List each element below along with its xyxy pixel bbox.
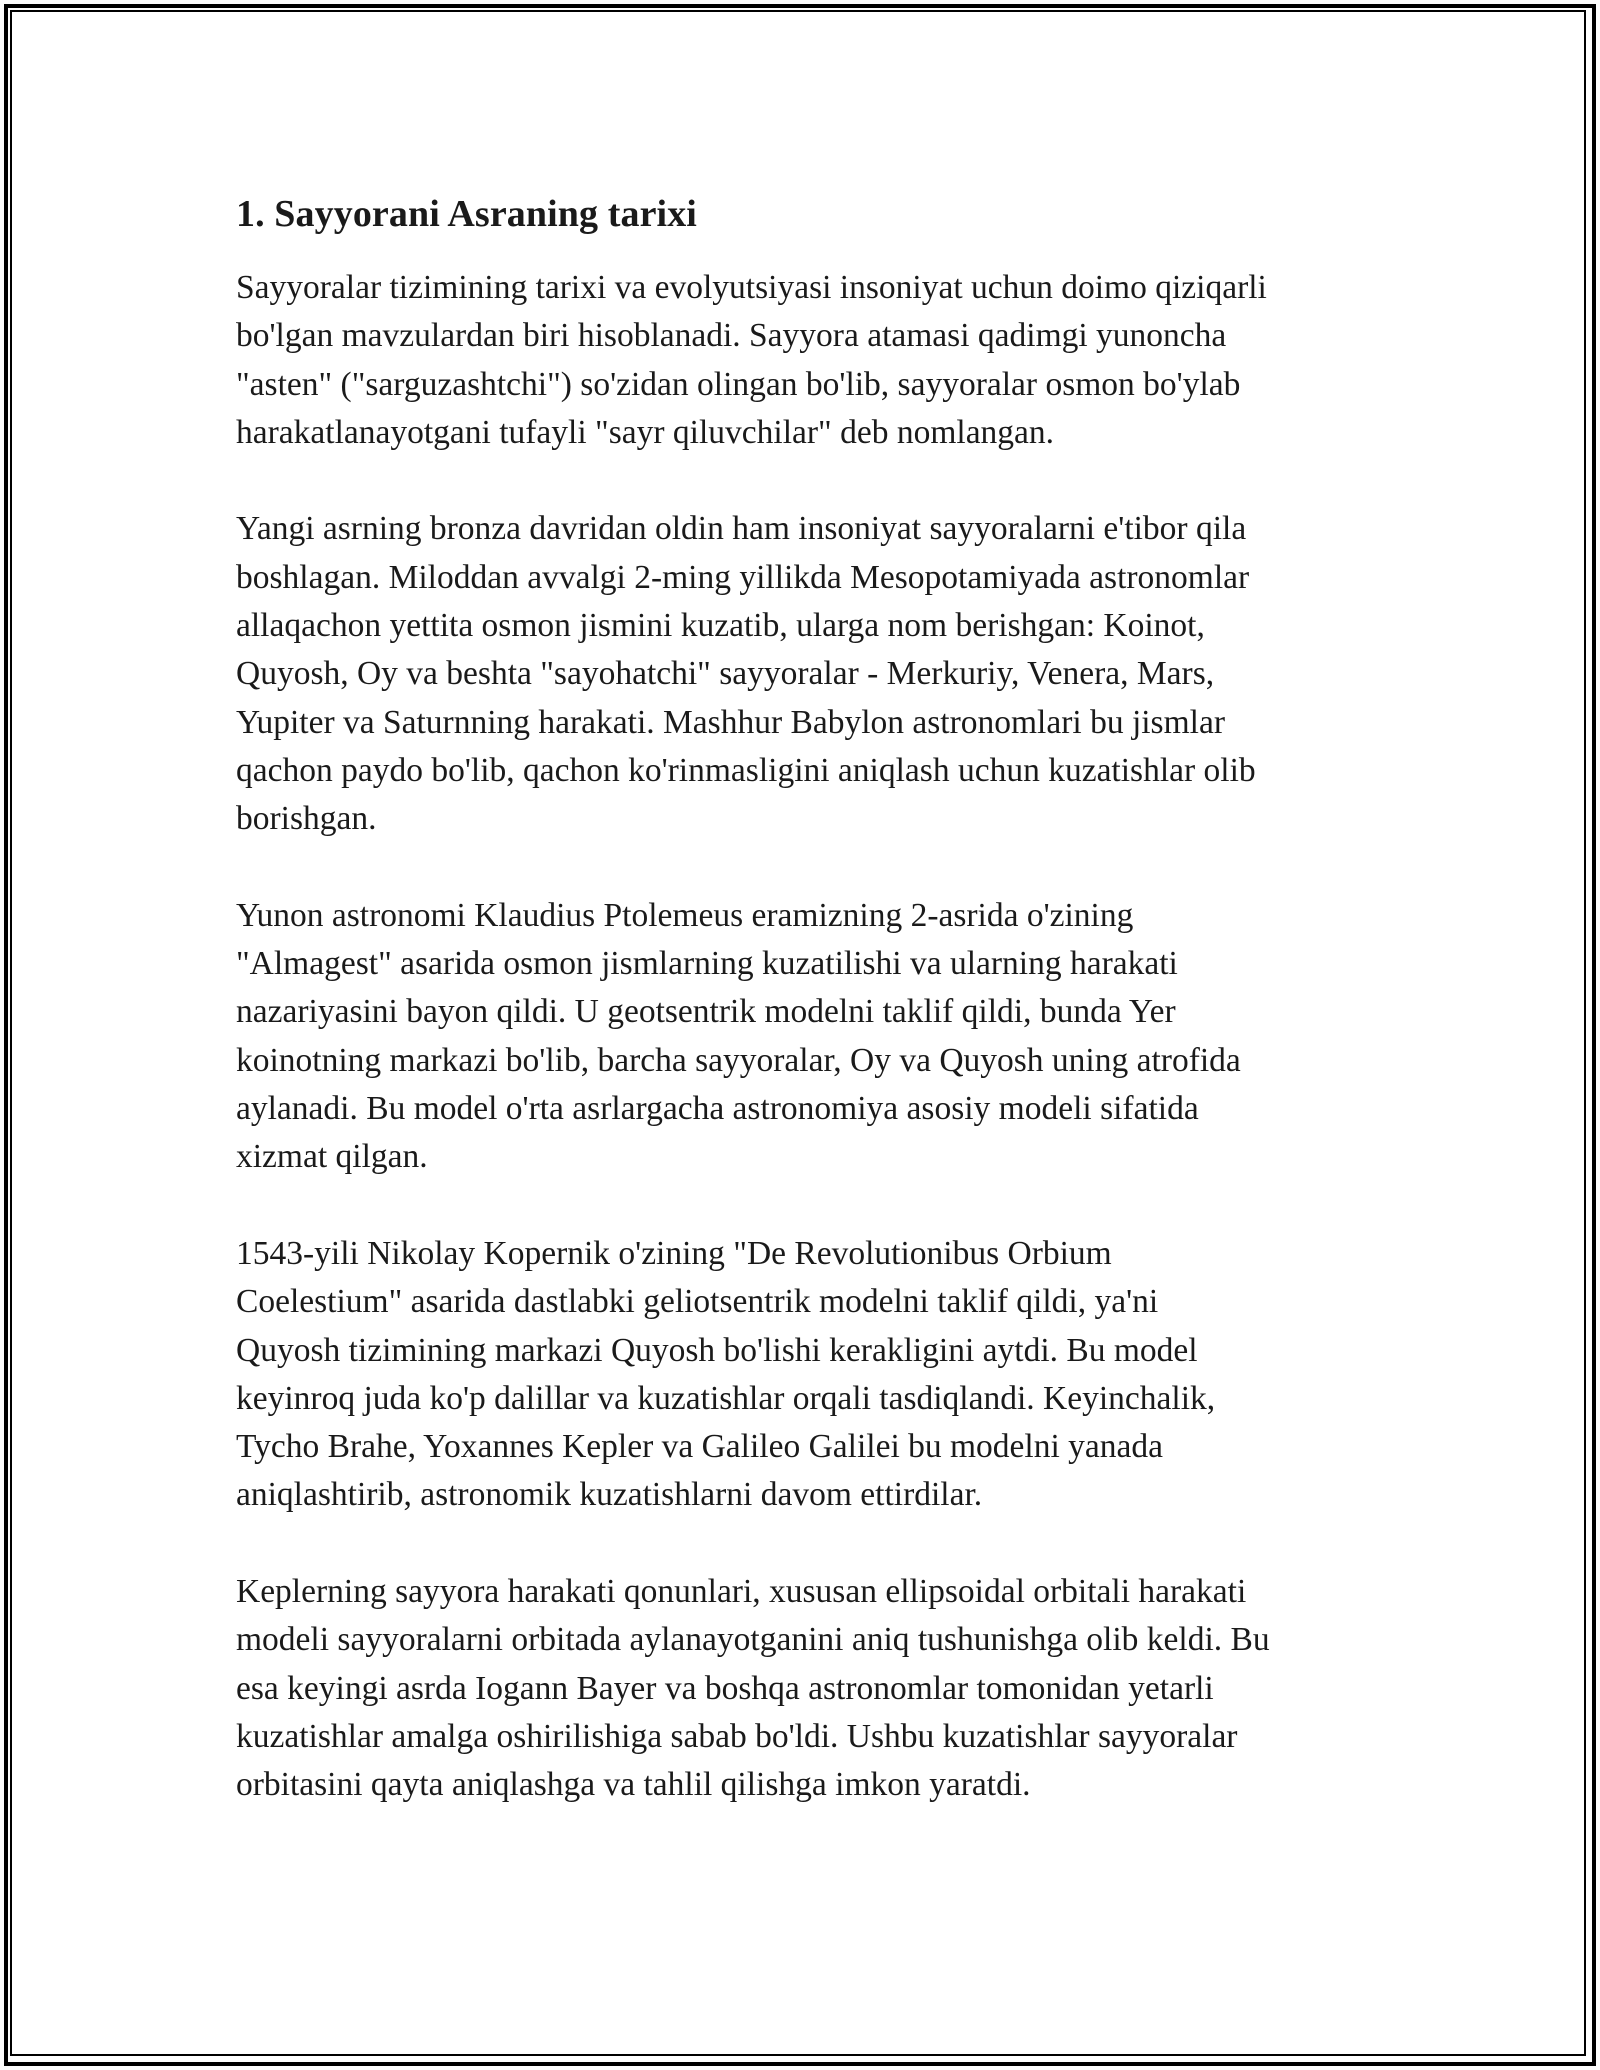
text-line: qachon paydo bo'lib, qachon ko'rinmasligini aniqlash uchun kuzatishlar olib [236,751,1256,789]
text-line: modeli sayyoralarni orbitada aylanayotganini aniq tushunishga olib keldi. Bu [236,1621,1270,1659]
text-line: bo'lgan mavzulardan biri hisoblanadi. Sayyora atamasi qadimgi yunoncha [236,317,1227,355]
text-line: Coelestium" asarida dastlabki geliotsentrik modelni taklif qildi, ya'ni [236,1283,1159,1321]
text-line: keyinroq juda ko'p dalillar va kuzatishlar orqali tasdiqlandi. Keyinchalik, [236,1379,1216,1417]
text-line: nazariyasini bayon qildi. U geotsentrik modelni taklif qildi, bunda Yer [236,993,1176,1031]
text-line: Yupiter va Saturnning harakati. Mashhur Babylon astronomlari bu jismlar [236,703,1225,741]
paragraph-1 [236,264,1376,457]
paragraph-3 [236,892,1376,1182]
text-line: "asten" ("sarguzashtchi") so'zidan olingan bo'lib, sayyoralar osmon bo'ylab [236,365,1241,403]
text-line: Yunon astronomi Klaudius Ptolemeus eramizning 2-asrida o'zining [236,896,1134,934]
text-line: aniqlashtirib, astronomik kuzatishlarni davom ettirdilar. [236,1476,983,1514]
text-line: kuzatishlar amalga oshirilishiga sabab bo'ldi. Ushbu kuzatishlar sayyoralar [236,1717,1238,1755]
text-line: Tycho Brahe, Yoxannes Kepler va Galileo Galilei bu modelni yanada [236,1428,1164,1466]
text-line: Yangi asrning bronza davridan oldin ham insoniyat sayyoralarni e'tibor qila [236,510,1247,548]
text-line: Keplerning sayyora harakati qonunlari, xususan ellipsoidal orbitali harakati [236,1573,1247,1611]
text-line: orbitasini qayta aniqlashga va tahlil qilishga imkon yaratdi. [236,1766,1031,1804]
text-line: xizmat qilgan. [236,1138,428,1176]
text-line: koinotning markazi bo'lib, barcha sayyoralar, Oy va Quyosh uning atrofida [236,1041,1241,1079]
text-line: aylanadi. Bu model o'rta asrlargacha astronomiya asosiy modeli sifatida [236,1090,1199,1128]
text-line: esa keyingi asrda Iogann Bayer va boshqa astronomlar tomonidan yetarli [236,1669,1214,1707]
text-line: borishgan. [236,800,377,838]
text-line: allaqachon yettita osmon jismini kuzatib, ularga nom berishgan: Koinot, [236,607,1205,645]
paragraph-4 [236,1230,1376,1520]
text-line: 1543-yili Nikolay Kopernik o'zining "De Revolutionibus Orbium [236,1234,1112,1272]
document-body [236,186,1376,1810]
text-line: boshlagan. Miloddan avvalgi 2-ming yillikda Mesopotamiyada astronomlar [236,558,1250,596]
page-title: 1. Sayyorani Asraning tarixi [236,193,697,235]
text-line: harakatlanayotgani tufayli "sayr qiluvchilar" deb nomlangan. [236,413,1055,451]
text-line: Sayyoralar tizimining tarixi va evolyutsiyasi insoniyat uchun doimo qiziqarli [236,269,1267,306]
paragraph-5 [236,1568,1376,1809]
text-line: Quyosh, Oy va beshta "sayohatchi" sayyoralar - Merkuriy, Venera, Mars, [236,655,1215,693]
paragraph-2 [236,505,1376,843]
text-line: Quyosh tizimining markazi Quyosh bo'lishi kerakligini aytdi. Bu model [236,1331,1198,1369]
text-line: "Almagest" asarida osmon jismlarning kuzatilishi va ularning harakati [236,945,1178,983]
